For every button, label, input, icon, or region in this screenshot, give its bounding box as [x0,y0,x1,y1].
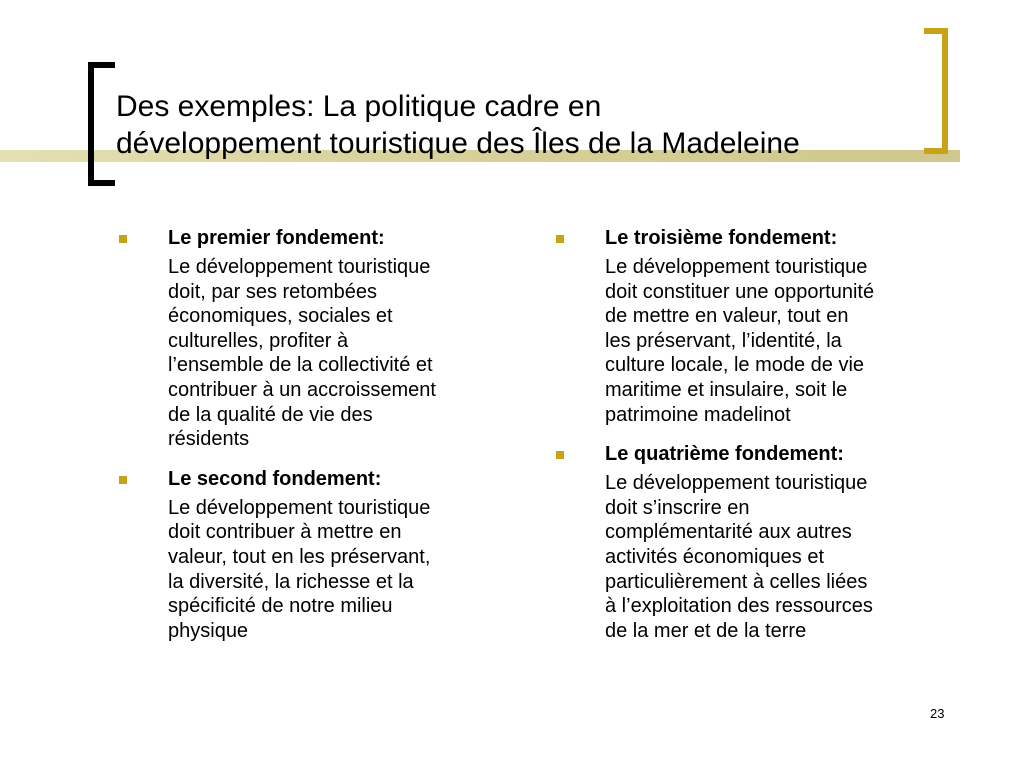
body-line: activités économiques et [605,545,825,568]
point-heading: Le premier fondement: [168,227,385,249]
point-body [168,496,518,644]
body-line: maritime et insulaire, soit le [605,378,848,401]
body-line: de la qualité de vie des [168,403,373,426]
title-line-1: Des exemples: La politique cadre en [116,90,602,123]
body-line: Le développement touristique [168,256,431,278]
point-heading: Le second fondement: [168,467,382,490]
body-line: de la mer et de la terre [605,619,807,642]
title-line-2: développement touristique des Îles de la Madeleine [116,127,800,160]
body-line: particulièrement à celles liées [605,570,868,593]
right-bracket-decoration [924,28,948,154]
body-line: la diversité, la richesse et la [168,570,414,593]
body-line: doit s’inscrire en [605,496,750,519]
body-line: complémentarité aux autres [605,521,852,544]
bullet-point-quatrieme [555,441,955,643]
point-body [168,255,518,452]
right-column [555,225,955,657]
body-line: à l’exploitation des ressources [605,595,873,618]
square-bullet-icon [556,451,564,459]
bullet-point-premier [118,225,518,452]
bullet-point-second [118,466,518,644]
page-number: 23 [930,706,945,721]
point-body [605,471,955,643]
body-line: contribuer à un accroissement [168,378,436,401]
body-line: culturelles, profiter à [168,329,349,352]
body-line: Le développement touristique [605,256,868,278]
point-heading: Le troisième fondement: [605,227,838,249]
body-line: Le développement touristique [605,472,868,495]
body-line: de mettre en valeur, tout en [605,305,849,328]
body-line: économiques, sociales et [168,305,393,328]
bullet-point-troisieme [555,225,955,427]
body-line: Le développement touristique [168,496,431,519]
body-line: les préservant, l’identité, la [605,329,842,352]
body-line: valeur, tout en les préservant, [168,545,431,568]
body-line: doit constituer une opportunité [605,280,875,303]
body-line: l’ensemble de la collectivité et [168,354,433,377]
square-bullet-icon [119,235,127,243]
left-column [118,225,518,657]
body-line: résidents [168,428,250,451]
body-line: patrimoine madelinot [605,403,791,426]
body-line: doit contribuer à mettre en [168,521,402,544]
slide-title [116,88,916,162]
point-heading: Le quatrième fondement: [605,443,844,466]
body-line: doit, par ses retombées [168,280,377,303]
body-line: physique [168,619,249,642]
point-body [605,255,955,427]
square-bullet-icon [119,476,127,484]
body-line: culture locale, le mode de vie [605,354,865,377]
left-bracket-decoration [88,62,115,186]
square-bullet-icon [556,235,564,243]
body-line: spécificité de notre milieu [168,595,393,618]
